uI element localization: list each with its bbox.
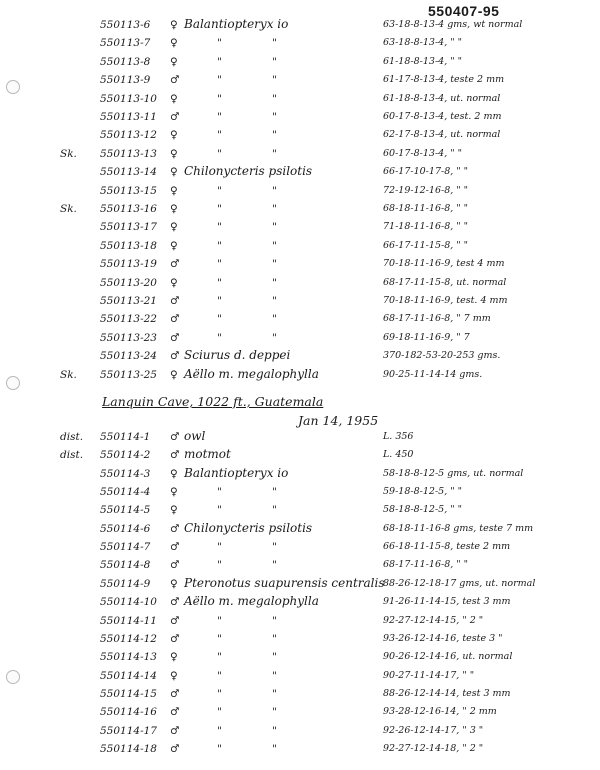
sex-symbol: ♀ bbox=[170, 504, 178, 517]
specimen-row bbox=[0, 723, 600, 741]
ditto-mark: " bbox=[217, 276, 222, 289]
sex-symbol: ♂ bbox=[170, 431, 180, 443]
measurements: 92-26-12-14-17, " 3 " bbox=[383, 724, 484, 736]
catalog-number: 550113-22 bbox=[100, 313, 157, 326]
sex-symbol: ♂ bbox=[170, 313, 180, 326]
species-name: Chilonycteris psilotis bbox=[184, 520, 313, 535]
ditto-mark: " bbox=[272, 147, 277, 160]
specimen-row bbox=[0, 238, 600, 256]
specimen-row bbox=[0, 484, 600, 502]
ditto-mark: " bbox=[272, 258, 277, 271]
measurements: 60-17-8-13-4, " " bbox=[383, 147, 462, 159]
specimen-row bbox=[0, 109, 600, 127]
measurements: 58-18-8-12-5 gms, ut. normal bbox=[383, 467, 524, 479]
measurements: 70-18-11-16-9, test 4 mm bbox=[383, 258, 505, 270]
sex-symbol: ♂ bbox=[170, 614, 180, 627]
ditto-mark: " bbox=[217, 706, 222, 719]
catalog-number: 550113-17 bbox=[100, 221, 157, 234]
ditto-mark: " bbox=[217, 111, 222, 123]
catalog-number: 550114-14 bbox=[100, 669, 157, 682]
ditto-mark: " bbox=[217, 203, 222, 215]
ditto-mark: " bbox=[217, 504, 222, 517]
ditto-mark: " bbox=[272, 184, 277, 197]
species-name: Aëllo m. megalophylla bbox=[184, 594, 319, 609]
ditto-mark: " bbox=[272, 706, 277, 719]
ditto-mark: " bbox=[217, 687, 222, 700]
specimen-row bbox=[0, 429, 600, 447]
catalog-number: 550113-25 bbox=[100, 368, 157, 381]
measurements: 90-27-11-14-17, " " bbox=[383, 669, 475, 681]
catalog-number: 550114-17 bbox=[100, 724, 157, 737]
measurements: 72-19-12-16-8, " " bbox=[383, 184, 469, 196]
specimen-row bbox=[0, 72, 600, 90]
prep-note: Sk. bbox=[60, 147, 77, 160]
ditto-mark: " bbox=[272, 632, 277, 645]
measurements: 66-17-11-15-8, " " bbox=[383, 239, 469, 251]
species-name: owl bbox=[184, 429, 206, 443]
species-name: Aëllo m. megalophylla bbox=[184, 366, 319, 381]
ditto-mark: " bbox=[217, 651, 222, 664]
sex-symbol: ♂ bbox=[170, 596, 180, 609]
sex-symbol: ♂ bbox=[170, 295, 180, 307]
prep-note: dist. bbox=[60, 431, 84, 443]
ditto-mark: " bbox=[272, 331, 277, 344]
catalog-number: 550113-23 bbox=[100, 331, 157, 344]
catalog-number: 550114-4 bbox=[100, 486, 151, 499]
measurements: 370-182-53-20-253 gms. bbox=[383, 350, 501, 362]
ditto-mark: " bbox=[272, 203, 277, 215]
ditto-mark: " bbox=[217, 486, 222, 499]
sex-symbol: ♂ bbox=[170, 522, 180, 535]
measurements: 62-17-8-13-4, ut. normal bbox=[383, 129, 501, 141]
specimen-row bbox=[0, 668, 600, 686]
ditto-mark: " bbox=[217, 331, 222, 344]
ditto-mark: " bbox=[217, 295, 222, 307]
catalog-number: 550113-14 bbox=[100, 166, 157, 179]
catalog-number: 550114-9 bbox=[100, 577, 151, 590]
ditto-mark: " bbox=[217, 147, 222, 160]
catalog-number: 550113-24 bbox=[100, 350, 157, 363]
ditto-mark: " bbox=[272, 239, 277, 252]
ditto-mark: " bbox=[217, 37, 222, 50]
measurements: 88-26-12-14-14, test 3 mm bbox=[383, 687, 511, 699]
measurements: 68-18-11-16-8, " " bbox=[383, 203, 469, 214]
catalog-number: 550114-7 bbox=[100, 541, 151, 554]
measurements: 88-26-12-18-17 gms, ut. normal bbox=[383, 577, 536, 589]
measurements: 92-27-12-14-18, " 2 " bbox=[383, 742, 484, 754]
ditto-mark: " bbox=[272, 221, 277, 234]
specimen-row bbox=[0, 183, 600, 201]
measurements: 60-17-8-13-4, test. 2 mm bbox=[383, 111, 502, 122]
specimen-row bbox=[0, 275, 600, 293]
measurements: 90-25-11-14-14 gms. bbox=[383, 368, 483, 380]
specimen-row bbox=[0, 686, 600, 704]
measurements: 92-27-12-14-15, " 2 " bbox=[383, 614, 484, 626]
sex-symbol: ♂ bbox=[170, 632, 180, 645]
measurements: 63-18-8-13-4 gms, wt normal bbox=[383, 19, 523, 30]
ditto-mark: " bbox=[272, 74, 277, 87]
measurements: L. 356 bbox=[383, 431, 414, 442]
prep-note: Sk. bbox=[60, 203, 77, 215]
catalog-number: 550114-16 bbox=[100, 706, 157, 719]
specimen-row bbox=[0, 631, 600, 649]
measurements: 70-18-11-16-9, test. 4 mm bbox=[383, 295, 508, 306]
specimen-row bbox=[0, 741, 600, 759]
sex-symbol: ♀ bbox=[170, 368, 178, 381]
catalog-number: 550114-5 bbox=[100, 504, 151, 517]
sex-symbol: ♂ bbox=[170, 74, 180, 87]
ditto-mark: " bbox=[272, 276, 277, 289]
measurements: 61-17-8-13-4, teste 2 mm bbox=[383, 74, 505, 86]
catalog-number: 550113-8 bbox=[100, 55, 151, 68]
catalog-number: 550113-10 bbox=[100, 92, 157, 105]
specimen-row bbox=[0, 164, 600, 182]
catalog-number: 550113-19 bbox=[100, 258, 157, 271]
catalog-number: 550113-11 bbox=[100, 111, 157, 123]
specimen-row bbox=[0, 35, 600, 53]
specimen-row bbox=[0, 146, 600, 164]
sex-symbol: ♂ bbox=[170, 258, 180, 271]
sex-symbol: ♀ bbox=[170, 669, 178, 682]
ditto-mark: " bbox=[272, 486, 277, 499]
catalog-number: 550113-18 bbox=[100, 239, 157, 252]
collection-locality: Lanquin Cave, 1022 ft., Guatemala bbox=[102, 394, 324, 409]
measurements: 69-18-11-16-9, " 7 bbox=[383, 331, 470, 343]
species-name: motmot bbox=[184, 447, 231, 462]
measurements: 90-26-12-14-16, ut. normal bbox=[383, 651, 513, 663]
measurements: 93-28-12-16-14, " 2 mm bbox=[383, 706, 497, 718]
species-name: Sciurus d. deppei bbox=[184, 348, 291, 363]
catalog-number: 550114-1 bbox=[100, 431, 151, 443]
specimen-row bbox=[0, 127, 600, 145]
ditto-mark: " bbox=[272, 724, 277, 737]
ditto-mark: " bbox=[272, 614, 277, 627]
ditto-mark: " bbox=[272, 504, 277, 517]
measurements: 61-18-8-13-4, ut. normal bbox=[383, 92, 501, 104]
sex-symbol: ♂ bbox=[170, 724, 180, 737]
ditto-mark: " bbox=[272, 742, 277, 755]
ditto-mark: " bbox=[217, 724, 222, 737]
specimen-row bbox=[0, 447, 600, 465]
measurements: 66-18-11-15-8, teste 2 mm bbox=[383, 541, 511, 553]
measurements: 93-26-12-14-16, teste 3 " bbox=[383, 632, 503, 644]
specimen-row bbox=[0, 502, 600, 520]
specimen-row bbox=[0, 367, 600, 385]
ditto-mark: " bbox=[217, 129, 222, 142]
catalog-number: 550113-13 bbox=[100, 147, 157, 160]
ditto-mark: " bbox=[217, 74, 222, 87]
species-name: Pteronotus suapurensis centralis bbox=[184, 575, 385, 590]
ditto-mark: " bbox=[272, 111, 277, 123]
sex-symbol: ♂ bbox=[170, 559, 180, 572]
specimen-row bbox=[0, 521, 600, 539]
catalog-number: 550114-11 bbox=[100, 614, 157, 627]
ditto-mark: " bbox=[217, 239, 222, 252]
ditto-mark: " bbox=[217, 632, 222, 645]
page-catalog-number: 550407-95 bbox=[428, 3, 500, 19]
catalog-number: 550114-2 bbox=[100, 449, 151, 462]
measurements: 61-18-8-13-4, " " bbox=[383, 55, 462, 67]
catalog-number: 550114-12 bbox=[100, 632, 157, 645]
specimen-row bbox=[0, 704, 600, 722]
sex-symbol: ♂ bbox=[170, 687, 180, 700]
measurements: 68-17-11-15-8, ut. normal bbox=[383, 276, 507, 288]
ditto-mark: " bbox=[272, 541, 277, 554]
specimen-row bbox=[0, 17, 600, 35]
ditto-mark: " bbox=[272, 559, 277, 572]
sex-symbol: ♂ bbox=[170, 541, 180, 554]
catalog-number: 550114-3 bbox=[100, 467, 151, 480]
sex-symbol: ♀ bbox=[170, 166, 178, 179]
ditto-mark: " bbox=[272, 295, 277, 307]
catalog-number: 550114-10 bbox=[100, 596, 157, 609]
measurements: 68-17-11-16-8, " " bbox=[383, 559, 469, 571]
sex-symbol: ♀ bbox=[170, 486, 178, 499]
ditto-mark: " bbox=[272, 37, 277, 50]
ditto-mark: " bbox=[217, 742, 222, 755]
sex-symbol: ♀ bbox=[170, 276, 178, 289]
specimen-row bbox=[0, 293, 600, 311]
catalog-number: 550113-16 bbox=[100, 203, 157, 215]
prep-note: dist. bbox=[60, 449, 84, 462]
sex-symbol: ♀ bbox=[170, 203, 178, 215]
sex-symbol: ♀ bbox=[170, 129, 178, 142]
catalog-number: 550113-6 bbox=[100, 19, 151, 31]
sex-symbol: ♀ bbox=[170, 651, 178, 664]
catalog-number: 550114-8 bbox=[100, 559, 151, 572]
specimen-row bbox=[0, 613, 600, 631]
measurements: 63-18-8-13-4, " " bbox=[383, 37, 462, 49]
collection-date: Jan 14, 1955 bbox=[298, 413, 379, 428]
catalog-number: 550113-12 bbox=[100, 129, 157, 142]
sex-symbol: ♂ bbox=[170, 331, 180, 344]
sex-symbol: ♂ bbox=[170, 742, 180, 755]
ditto-mark: " bbox=[217, 614, 222, 627]
specimen-row bbox=[0, 557, 600, 575]
species-name: Chilonycteris psilotis bbox=[184, 164, 313, 179]
specimen-row bbox=[0, 330, 600, 348]
ditto-mark: " bbox=[272, 687, 277, 700]
sex-symbol: ♀ bbox=[170, 19, 178, 31]
ditto-mark: " bbox=[217, 313, 222, 326]
ditto-mark: " bbox=[217, 669, 222, 682]
catalog-number: 550114-6 bbox=[100, 522, 151, 535]
ditto-mark: " bbox=[217, 559, 222, 572]
catalog-number: 550113-21 bbox=[100, 295, 157, 307]
sex-symbol: ♀ bbox=[170, 577, 178, 590]
sex-symbol: ♀ bbox=[170, 92, 178, 105]
ditto-mark: " bbox=[272, 313, 277, 326]
ditto-mark: " bbox=[272, 651, 277, 664]
catalog-number: 550114-15 bbox=[100, 687, 157, 700]
ditto-mark: " bbox=[217, 184, 222, 197]
measurements: L. 450 bbox=[383, 449, 414, 461]
ditto-mark: " bbox=[217, 258, 222, 271]
specimen-row bbox=[0, 594, 600, 612]
sex-symbol: ♀ bbox=[170, 221, 178, 234]
catalog-number: 550114-18 bbox=[100, 742, 157, 755]
specimen-row bbox=[0, 311, 600, 329]
measurements: 66-17-10-17-8, " " bbox=[383, 166, 469, 178]
specimen-row bbox=[0, 201, 600, 219]
specimen-row bbox=[0, 466, 600, 484]
sex-symbol: ♂ bbox=[170, 449, 180, 462]
species-name: Balantiopteryx io bbox=[184, 17, 289, 31]
measurements: 68-18-11-16-8 gms, teste 7 mm bbox=[383, 522, 534, 534]
measurements: 71-18-11-16-8, " " bbox=[383, 221, 469, 233]
catalog-number: 550113-9 bbox=[100, 74, 151, 87]
specimen-row bbox=[0, 539, 600, 557]
specimen-row bbox=[0, 256, 600, 274]
ditto-mark: " bbox=[272, 669, 277, 682]
catalog-number: 550113-15 bbox=[100, 184, 157, 197]
ditto-mark: " bbox=[217, 55, 222, 68]
sex-symbol: ♀ bbox=[170, 147, 178, 160]
sex-symbol: ♂ bbox=[170, 111, 180, 123]
prep-note: Sk. bbox=[60, 368, 77, 381]
sex-symbol: ♂ bbox=[170, 350, 180, 363]
ditto-mark: " bbox=[217, 221, 222, 234]
specimen-row bbox=[0, 348, 600, 366]
ditto-mark: " bbox=[217, 92, 222, 105]
measurements: 58-18-8-12-5, " " bbox=[383, 504, 462, 516]
specimen-row bbox=[0, 219, 600, 237]
sex-symbol: ♀ bbox=[170, 239, 178, 252]
sex-symbol: ♂ bbox=[170, 706, 180, 719]
sex-symbol: ♀ bbox=[170, 55, 178, 68]
specimen-row bbox=[0, 54, 600, 72]
catalog-number: 550113-20 bbox=[100, 276, 157, 289]
specimen-row bbox=[0, 576, 600, 594]
sex-symbol: ♀ bbox=[170, 37, 178, 50]
measurements: 68-17-11-16-8, " 7 mm bbox=[383, 313, 491, 325]
ditto-mark: " bbox=[272, 129, 277, 142]
sex-symbol: ♀ bbox=[170, 467, 178, 480]
specimen-row bbox=[0, 91, 600, 109]
measurements: 91-26-11-14-15, test 3 mm bbox=[383, 596, 511, 608]
ditto-mark: " bbox=[272, 55, 277, 68]
measurements: 59-18-8-12-5, " " bbox=[383, 486, 462, 498]
catalog-number: 550113-7 bbox=[100, 37, 151, 50]
ditto-mark: " bbox=[217, 541, 222, 554]
specimen-row bbox=[0, 649, 600, 667]
sex-symbol: ♀ bbox=[170, 184, 178, 197]
ditto-mark: " bbox=[272, 92, 277, 105]
catalog-number: 550114-13 bbox=[100, 651, 157, 664]
species-name: Balantiopteryx io bbox=[184, 465, 289, 480]
